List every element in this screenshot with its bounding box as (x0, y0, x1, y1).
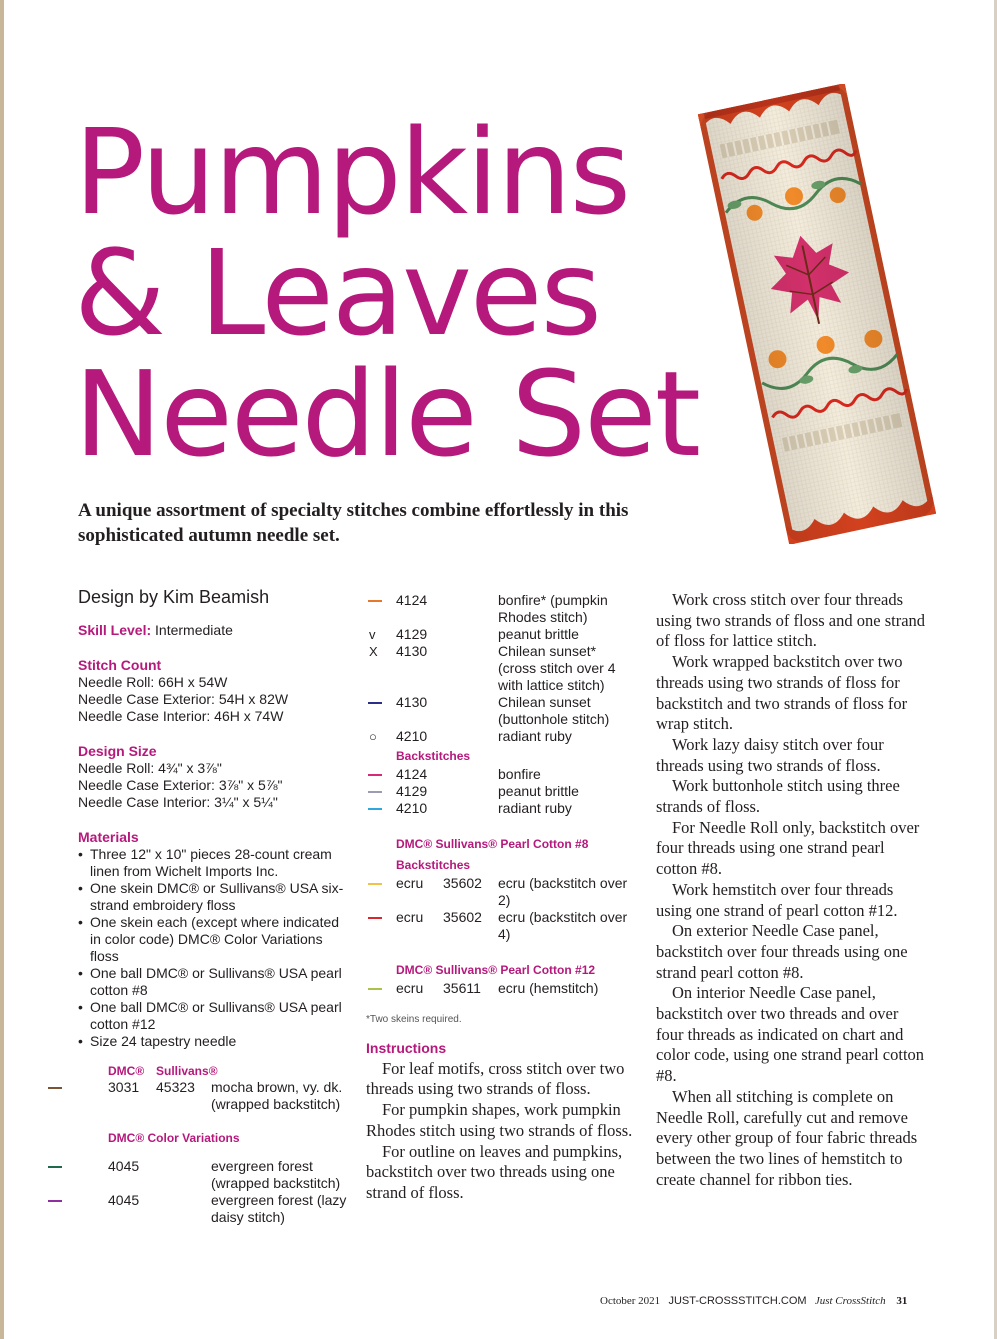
floss-name: bonfire* (pumpkin Rhodes stitch) (498, 592, 608, 625)
column-2 (366, 592, 636, 1204)
dash-symbol (366, 800, 396, 817)
article-title (74, 103, 700, 483)
instructions-part-1 (366, 1038, 636, 1204)
materials-item: • One skein DMC® or Sullivans® USA six-strand embroidery floss (78, 880, 348, 914)
skill-label: Skill Level: (78, 622, 152, 638)
stitch-count-line: Needle Case Interior: 46H x 74W (78, 708, 284, 724)
title-line-2: & Leaves (74, 224, 601, 362)
stitch-count-heading: Stitch Count (78, 657, 162, 673)
sullivans-head: Sullivans® (156, 1064, 218, 1078)
floss-name: evergreen forest (lazy daisy stitch) (211, 1192, 347, 1225)
dash-symbol (78, 1158, 108, 1192)
color-dash (368, 702, 382, 704)
key-header (78, 1064, 348, 1079)
dmc-code: 4210 (396, 728, 428, 744)
materials-section (78, 829, 348, 1050)
materials-item: • One ball DMC® or Sullivans® USA pearl cotton #8 (78, 965, 348, 999)
instruction-paragraph: On exterior Needle Case panel, backstitch over four threads using one strand pearl cotton #8. (656, 921, 908, 982)
title-line-1: Pumpkins (74, 103, 630, 241)
footer-magazine: Just CrossStitch (814, 1295, 886, 1307)
footer-date: October 2021 (600, 1295, 661, 1307)
key-row (366, 875, 636, 909)
dmc-code: 4124 (396, 592, 428, 608)
dmc-head: DMC® (108, 1064, 145, 1078)
v-symbol (366, 626, 396, 643)
dmc-code: 4210 (396, 800, 428, 816)
instruction-paragraph: Work buttonhole stitch using three strands of floss. (656, 776, 900, 817)
instruction-paragraph: Work hemstitch over four threads using one strand of pearl cotton #12. (656, 879, 898, 920)
design-size-line: Needle Case Interior: 3¼" x 5¼" (78, 794, 278, 810)
floss-name: Chilean sunset* (cross stitch over 4 with lattice stitch) (498, 643, 616, 693)
dmc-code: 4045 (108, 1158, 140, 1174)
color-key-dmc (78, 1064, 348, 1226)
color-dash (368, 808, 382, 810)
key-row (366, 783, 636, 800)
title-line-3: Needle Set (74, 345, 700, 483)
sullivans-code: 35602 (443, 909, 482, 925)
dmc-code: 4124 (396, 766, 428, 782)
dmc-code: 4045 (108, 1192, 140, 1208)
dash-symbol (78, 1079, 108, 1113)
design-size-line: Needle Case Exterior: 3⅞" x 5⅞" (78, 777, 283, 793)
variations-head: DMC® Color Variations (108, 1131, 240, 1145)
key-row (366, 980, 636, 997)
color-dash (48, 1200, 62, 1202)
dmc-code: 3031 (108, 1079, 140, 1095)
materials-item: • One skein each (except where indicated in color code) DMC® Color Variations floss (78, 914, 348, 965)
dmc-code: 4129 (396, 783, 428, 799)
instruction-paragraph: For outline on leaves and pumpkins, backstitch over two threads using one strand of floss. (366, 1141, 623, 1202)
sullivans-code: 35611 (443, 980, 481, 996)
footer-site: JUST-CROSSSTITCH.COM (668, 1295, 807, 1307)
floss-name: Chilean sunset (buttonhole stitch) (498, 694, 610, 727)
dash-symbol (366, 766, 396, 783)
dmc-code: 4129 (396, 626, 428, 642)
instruction-paragraph: For Needle Roll only, backstitch over four threads using one strand pearl cotton #8. (656, 817, 920, 879)
key-row (366, 728, 636, 745)
column-3 (656, 590, 926, 1190)
footnote: *Two skeins required. (366, 1014, 462, 1025)
color-dash (368, 774, 382, 776)
instruction-paragraph: For pumpkin shapes, work pumpkin Rhodes stitch using two strands of floss. (366, 1100, 633, 1140)
floss-name: peanut brittle (498, 783, 579, 799)
column-1 (78, 586, 348, 1226)
dash-symbol (366, 909, 396, 943)
pearl8-head: DMC® Sullivans® Pearl Cotton #8 (396, 837, 589, 851)
color-dash (368, 600, 382, 602)
dash-symbol (366, 980, 396, 997)
color-dash (368, 883, 382, 885)
instruction-paragraph: For leaf motifs, cross stitch over two threads using two strands of floss. (366, 1058, 625, 1099)
instruction-paragraph: Work lazy daisy stitch over four threads using two strands of floss. (656, 734, 884, 775)
floss-name: evergreen forest (wrapped backstitch) (211, 1158, 341, 1191)
page-number: 31 (896, 1295, 908, 1307)
pearl8-sub-head: Backstitches (396, 858, 471, 872)
page-edge-left (0, 0, 4, 1339)
key-row (78, 1192, 348, 1226)
v-glyph: v (369, 627, 376, 642)
floss-name: radiant ruby (498, 728, 572, 744)
floss-name: ecru (hemstitch) (498, 980, 599, 996)
instruction-paragraph: Work cross stitch over four threads using two strands of floss and one strand of floss for lattice stitch. (656, 590, 926, 651)
x-symbol (366, 643, 396, 694)
backstitches-head: Backstitches (396, 749, 471, 763)
design-size-line: Needle Roll: 4¾" x 3⅞" (78, 760, 222, 776)
floss-name: ecru (backstitch over 4) (498, 909, 628, 942)
floss-name: ecru (backstitch over 2) (498, 875, 628, 908)
key-row (366, 766, 636, 783)
page-footer (600, 1295, 907, 1307)
dmc-code: ecru (396, 875, 424, 891)
dash-symbol (78, 1192, 108, 1226)
article-subtitle: A unique assortment of specialty stitches combine effortlessly in this sophisticated autumn needle set. (78, 500, 629, 546)
key-row (78, 1079, 348, 1113)
dash-symbol (366, 592, 396, 626)
instruction-paragraph: Work wrapped backstitch over two threads using two strands of floss for backstitch and two strands of floss for wrap stitch. (656, 652, 908, 734)
color-dash (48, 1087, 62, 1089)
design-size-section (78, 743, 348, 811)
materials-item: • One ball DMC® or Sullivans® USA pearl cotton #12 (78, 999, 348, 1033)
pearl12-head: DMC® Sullivans® Pearl Cotton #12 (396, 963, 596, 977)
floss-name: mocha brown, vy. dk. (wrapped backstitch) (211, 1079, 343, 1112)
key-row (78, 1158, 348, 1192)
dmc-code: 4130 (396, 643, 428, 659)
color-dash (368, 988, 382, 990)
x-glyph: X (369, 644, 378, 659)
instructions-heading: Instructions (366, 1040, 447, 1056)
sullivans-code: 45323 (156, 1079, 195, 1095)
stitch-count-line: Needle Case Exterior: 54H x 82W (78, 691, 289, 707)
circle-glyph: ○ (369, 729, 377, 744)
color-dash (368, 917, 382, 919)
key-row (366, 694, 636, 728)
floss-name: peanut brittle (498, 626, 579, 642)
instruction-paragraph: On interior Needle Case panel, backstitch over two threads and over four threads as indicated on chart and color code, using one strand pearl cotton #8. (656, 983, 925, 1086)
design-size-heading: Design Size (78, 743, 157, 759)
dash-symbol (366, 875, 396, 909)
key-row (366, 626, 636, 643)
key-row (366, 643, 636, 694)
circle-symbol (366, 728, 396, 745)
stitch-count-line: Needle Roll: 66H x 54W (78, 674, 228, 690)
dash-symbol (366, 694, 396, 728)
needle-roll-photo (697, 84, 937, 544)
dash-symbol (366, 783, 396, 800)
materials-list (78, 846, 348, 1050)
color-dash (48, 1166, 62, 1168)
materials-heading: Materials (78, 829, 139, 845)
skill-level (78, 622, 348, 639)
dmc-code: 4130 (396, 694, 428, 710)
dmc-code: ecru (396, 980, 424, 996)
color-key-variations (366, 592, 636, 1028)
key-row (366, 909, 636, 943)
instruction-paragraph: When all stitching is complete on Needle Roll, carefully cut and remove every other group of four fabric threads between the two lines of hemstitch to create channel for ribbon ties. (656, 1086, 918, 1189)
byline: Design by Kim Beamish (78, 587, 270, 607)
floss-name: radiant ruby (498, 800, 572, 816)
skill-value: Intermediate (151, 622, 233, 638)
dmc-code: ecru (396, 909, 424, 925)
sullivans-code: 35602 (443, 875, 482, 891)
materials-item: • Three 12" x 10" pieces 28-count cream linen from Wichelt Imports Inc. (78, 846, 348, 880)
materials-item: • Size 24 tapestry needle (78, 1033, 348, 1050)
stitch-count-section (78, 657, 348, 725)
floss-name: bonfire (498, 766, 541, 782)
color-dash (368, 791, 382, 793)
key-row (366, 592, 636, 626)
key-row (366, 800, 636, 817)
